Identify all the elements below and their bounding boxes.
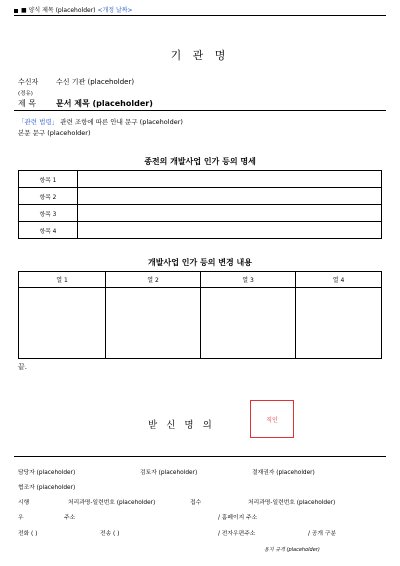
table-header-row <box>19 272 382 288</box>
column-header: 열 3 <box>201 272 296 288</box>
table-row <box>19 288 382 359</box>
row-value-cell[interactable] <box>78 205 382 222</box>
column-header: 열 4 <box>296 272 382 288</box>
form-header-note: ■ 양식 제목 (placeholder) <개정 날짜> <box>14 5 133 14</box>
paper-spec-footer: 용지 규격 (placeholder) <box>264 547 320 553</box>
table-cell[interactable] <box>201 288 296 359</box>
row-value-cell[interactable] <box>78 171 382 188</box>
postal-code-label: 우 <box>18 515 24 521</box>
homepage-label: / 홈페이지 주소 <box>218 515 258 521</box>
seal-label: 직인 <box>266 416 278 424</box>
revision-note: <개정 날짜> <box>97 7 133 14</box>
section1-table <box>18 170 382 239</box>
subject-label: 제 목 <box>18 99 36 108</box>
row-label: 항목 4 <box>19 222 78 239</box>
receipt-label: 접수 <box>190 500 202 506</box>
reviewer-field: 검토자 (placeholder) <box>140 470 198 476</box>
section2-title: 개발사업 인가 등의 변경 내용 <box>148 258 252 267</box>
organization-name: 기 관 명 <box>170 49 230 62</box>
square-bullet-icon <box>14 9 18 13</box>
subject-rule <box>14 110 386 111</box>
column-header: 열 2 <box>106 272 201 288</box>
fax-field: 전송 ( ) <box>100 531 120 537</box>
table-cell[interactable] <box>106 288 201 359</box>
table-row <box>19 205 382 222</box>
law-quote: 「관련 법령」 <box>18 118 59 126</box>
row-value-cell[interactable] <box>78 222 382 239</box>
table-row <box>19 222 382 239</box>
body-text: 「관련 법령」 관련 조항에 따른 안내 문구 (placeholder) 본문 문구 (placeholder) <box>18 118 183 137</box>
recipient-label: 수신자 <box>18 78 39 86</box>
section2-table <box>18 271 382 359</box>
drafter-field: 담당자 (placeholder) <box>18 470 76 476</box>
approver-field: 결재권자 (placeholder) <box>252 470 315 476</box>
official-seal <box>250 400 294 438</box>
table-row <box>19 188 382 205</box>
table-row <box>19 171 382 188</box>
via-label: (경유) <box>18 91 33 97</box>
address-label: 주소 <box>64 515 76 521</box>
receipt-value: 처리과명-일련번호 (placeholder) <box>248 500 336 506</box>
row-label: 항목 1 <box>19 171 78 188</box>
sender-signature: 받 신 명 의 <box>148 420 215 431</box>
header-rule <box>14 15 386 16</box>
recipient-value: 수신 기관 (placeholder) <box>56 78 135 86</box>
enforcement-label: 시행 <box>18 500 30 506</box>
column-header: 열 1 <box>19 272 106 288</box>
enforcement-value: 처리과명-일련번호 (placeholder) <box>68 500 156 506</box>
row-label: 항목 3 <box>19 205 78 222</box>
end-mark: 끝. <box>18 363 27 371</box>
cooperator-field: 협조자 (placeholder) <box>18 485 76 491</box>
email-label: / 전자우편주소 <box>218 531 256 537</box>
row-value-cell[interactable] <box>78 188 382 205</box>
section1-title: 종전의 개발사업 인가 등의 명세 <box>144 157 256 166</box>
subject-value: 문서 제목 (placeholder) <box>56 99 153 108</box>
row-label: 항목 2 <box>19 188 78 205</box>
disclosure-label: / 공개 구분 <box>308 531 337 537</box>
phone-field: 전화 ( ) <box>18 531 38 537</box>
table-cell[interactable] <box>296 288 382 359</box>
closing-rule <box>14 456 386 457</box>
table-cell[interactable] <box>19 288 106 359</box>
